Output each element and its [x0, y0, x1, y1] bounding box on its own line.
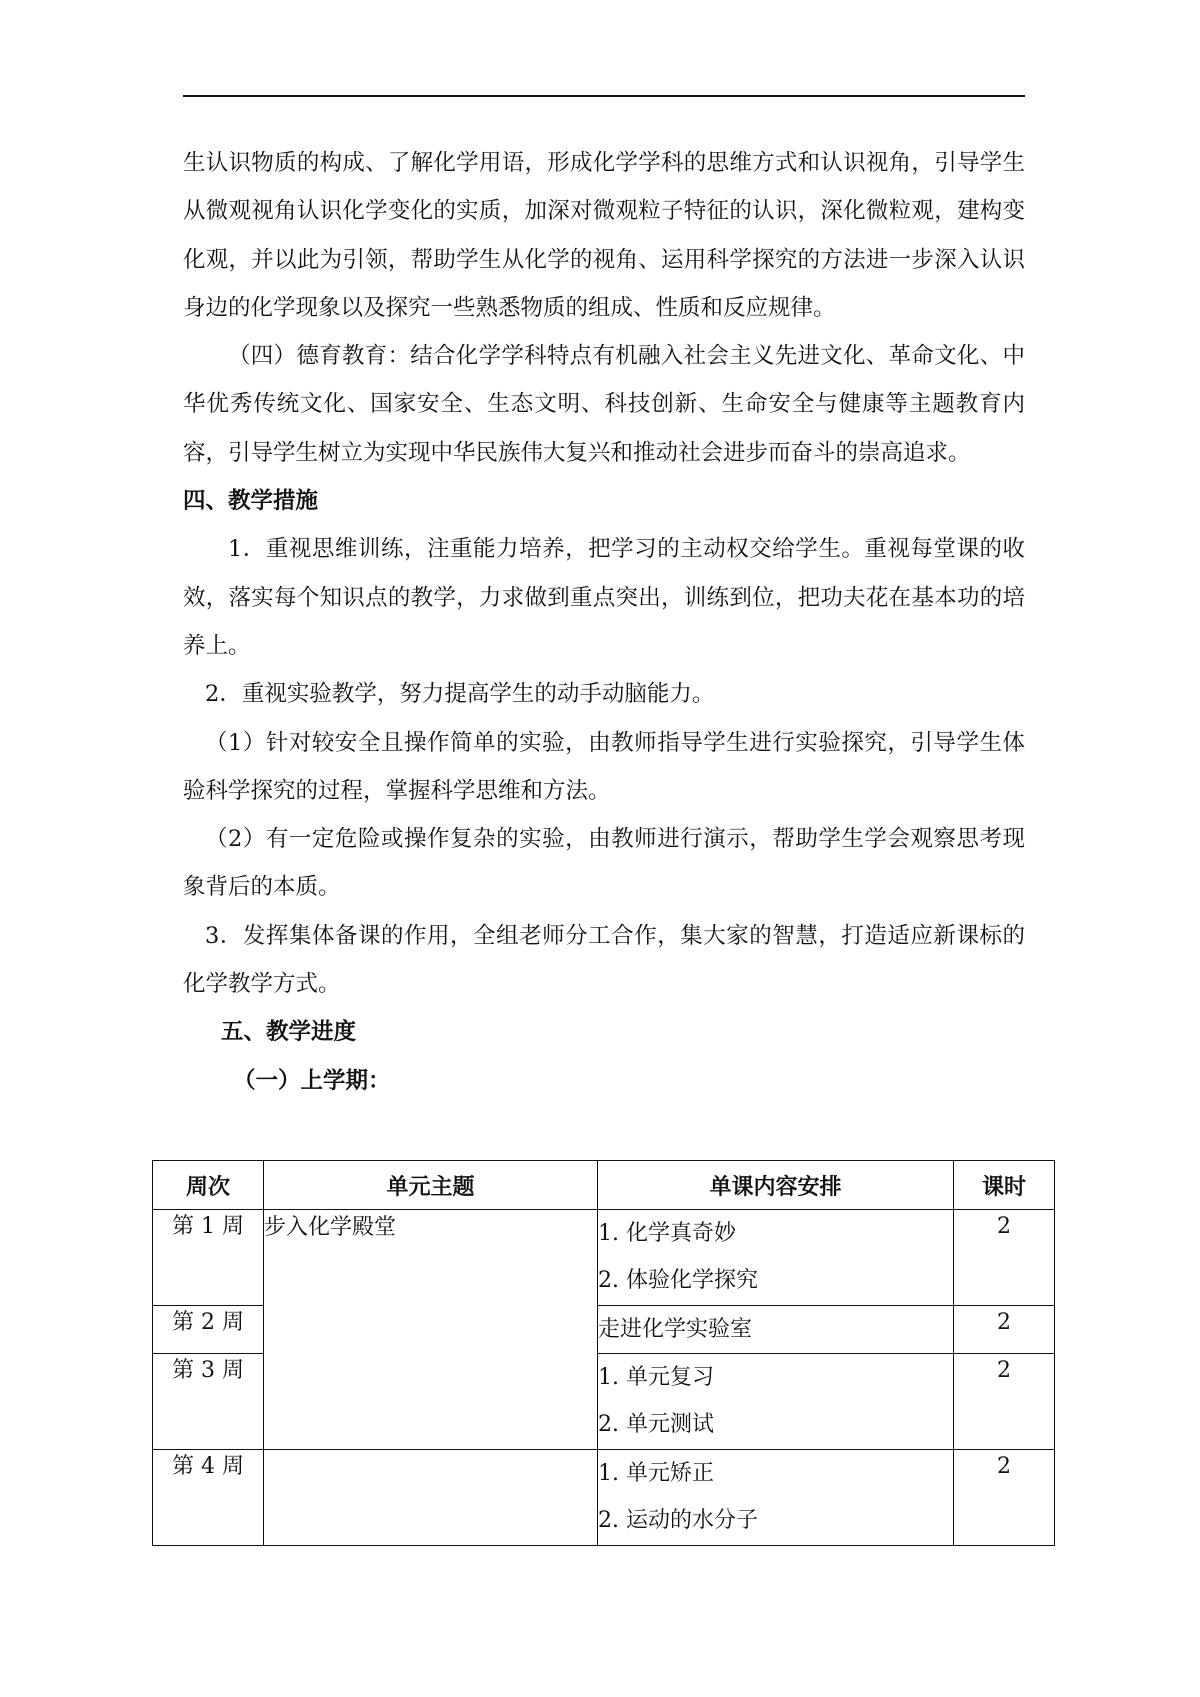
lesson-cell: [598, 1450, 954, 1546]
header-hours: 课时: [954, 1161, 1055, 1210]
week-cell: 第 3 周: [153, 1354, 264, 1450]
unit-cell: 步入化学殿堂: [264, 1210, 598, 1450]
measure-1: 1．重视思维训练，注重能力培养，把学习的主动权交给学生。重视每堂课的收效，落实每个知识点的教学，力求做到重点突出，训练到位，把功夫花在基本功的培养上。: [183, 536, 1025, 659]
table-header-row: [153, 1161, 1055, 1210]
subsection-heading-first-semester: （一）上学期：: [233, 1067, 391, 1094]
lesson-cell: [598, 1210, 954, 1306]
lesson-cell: [598, 1306, 954, 1354]
hours-cell: 2: [954, 1450, 1055, 1546]
measure-2: 2．重视实验教学，努力提高学生的动手动脑能力。: [205, 681, 715, 708]
lesson-item: 走进化学实验室: [598, 1317, 753, 1342]
table-row: [153, 1450, 1055, 1546]
week-cell: 第 4 周: [153, 1450, 264, 1546]
paragraph-moral-education: （四）德育教育：结合化学学科特点有机融入社会主义先进文化、革命文化、中华优秀传统文化、国家安全、生态文明、科技创新、生命安全与健康等主题教育内容，引导学生树立为实现中华民族伟大复兴和推动社会进步而奋斗的崇高追求。: [183, 343, 1025, 466]
header-week: 周次: [153, 1161, 264, 1210]
unit-cell: [264, 1450, 598, 1546]
paragraph-continuation: 生认识物质的构成、了解化学用语，形成化学学科的思维方式和认识视角，引导学生从微观视角认识化学变化的实质，加深对微观粒子特征的认识，深化微粒观，建构变化观，并以此为引领，帮助学生从化学的视角、运用科学探究的方法进一步深入认识身边的化学现象以及探究一些熟悉物质的组成、性质和反应规律。: [183, 150, 1025, 321]
measure-2-sub-2: （2）有一定危险或操作复杂的实验，由教师进行演示，帮助学生学会观察思考现象背后的本质。: [183, 826, 1025, 901]
lesson-cell: [598, 1354, 954, 1450]
lesson-item: 1. 单元复习: [598, 1365, 714, 1390]
lesson-item: 2. 单元测试: [598, 1412, 714, 1437]
header-unit: 单元主题: [264, 1161, 598, 1210]
section-heading-teaching-progress: 五、教学进度: [221, 1019, 357, 1046]
lesson-item: 2. 运动的水分子: [598, 1508, 758, 1533]
section-heading-teaching-measures: 四、教学措施: [183, 488, 319, 515]
schedule-table: [152, 1160, 1055, 1546]
lesson-item: 2. 体验化学探究: [598, 1268, 758, 1293]
header-lesson: 单课内容安排: [598, 1161, 954, 1210]
document-body: [183, 139, 1025, 1105]
header-rule: [183, 95, 1025, 97]
lesson-item: 1. 化学真奇妙: [598, 1221, 736, 1246]
measure-3: 3．发挥集体备课的作用，全组老师分工合作，集大家的智慧，打造适应新课标的化学教学方式。: [183, 922, 1025, 998]
week-cell: 第 1 周: [153, 1210, 264, 1306]
table-row: [153, 1210, 1055, 1306]
lesson-item: 1. 单元矫正: [598, 1461, 714, 1486]
hours-cell: 2: [954, 1354, 1055, 1450]
measure-2-sub-1: （1）针对较安全且操作简单的实验，由教师指导学生进行实验探究，引导学生体验科学探究的过程，掌握科学思维和方法。: [183, 729, 1025, 804]
week-cell: 第 2 周: [153, 1306, 264, 1354]
hours-cell: 2: [954, 1210, 1055, 1306]
hours-cell: 2: [954, 1306, 1055, 1354]
